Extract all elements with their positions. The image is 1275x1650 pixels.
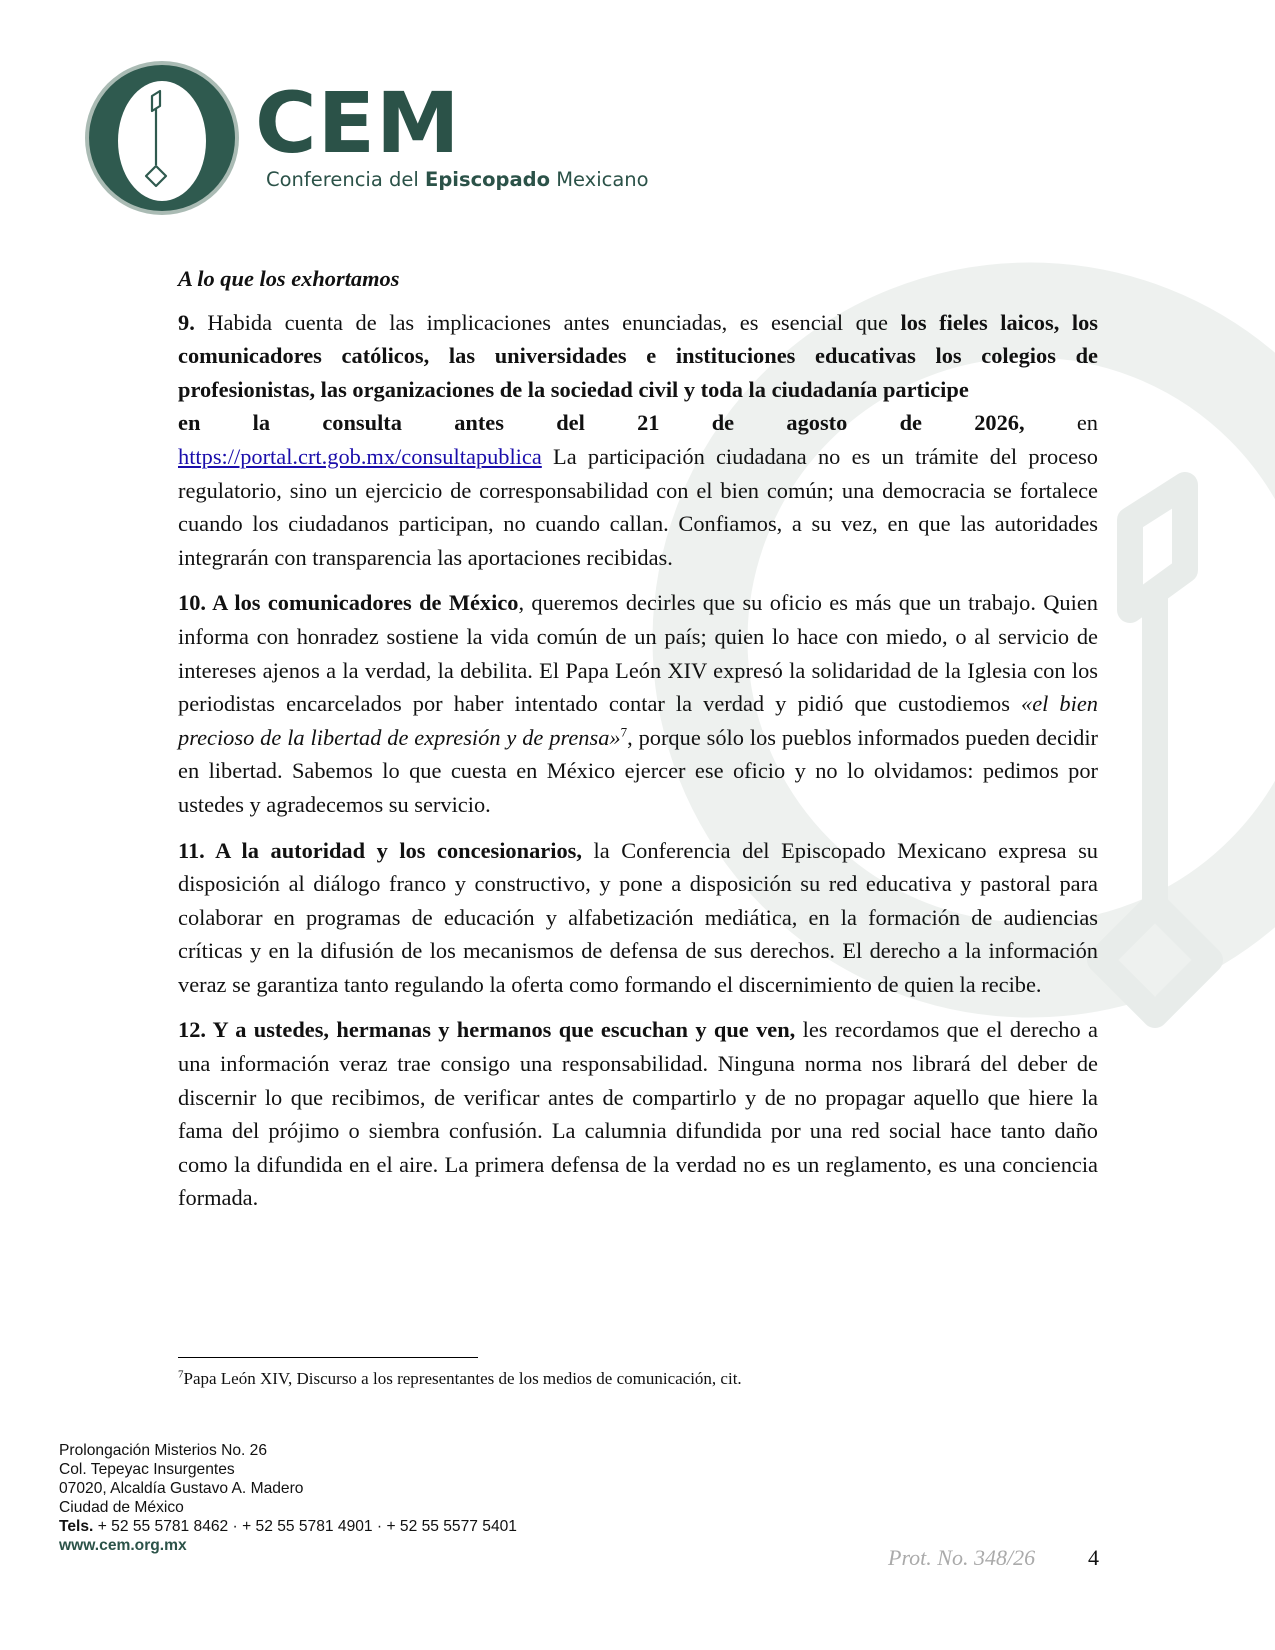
paragraph-11: 11. A la autoridad y los concesionarios, la Conferencia del Episcopado Mexicano expresa su disposición al diálogo franco y constructivo, y pone a disposición su red educativa y pastoral para colaborar en programas de educación y alfabetización mediática, en la formación de audiencias críticas y en la difusión de los mecanismos de defensa de sus derechos. El derecho a la información veraz se garantiza tanto regulando la oferta como formando el discernimiento de quien la recibe. [178,837,1098,997]
footnote: $^7$Papa León XIV, Discurso a los representantes de los medios de comunicación, cit. [178,1368,742,1388]
footer-phones: Tels. + 52 55 5781 8462 · + 52 55 5781 4901 · + 52 55 5577 5401 [59,1518,517,1535]
paragraph-9-continued: en la consulta antes del 21 de agosto de 2026, en https://portal.crt.gob.mx/consultapublica La participación ciudadana no es un trámite del proceso regulatorio, sino un ejercicio de corresponsabilidad con el bien común; una democracia se fortalece cuando los ciudadanos participan, no cuando callan. Confiamos, a su vez, en que las autoridades integrarán con transparencia las aportaciones recibidas. [178,410,1098,570]
cem-seal-icon [80,58,250,218]
document-body [178,262,1098,1227]
protocol-number: Prot. No. 348/26 [888,1545,1036,1570]
paragraph-12: 12. Y a ustedes, hermanas y hermanos que escuchan y que ven, les recordamos que el derecho a una información veraz trae consigo una responsabilidad. Ninguna norma nos librará del deber de discernir lo que recibimos, de verificar antes de compartirlo y de no propagar aquello que hiere la fama del prójimo o siembra confusión. La calumnia difundida por una red social hace tanto daño como la difundida en el aire. La primera defensa de la verdad no es un reglamento, es una conciencia formada. [178,1017,1098,1211]
cem-logo [80,58,649,218]
paragraph-9: 9. Habida cuenta de las implicaciones antes enunciadas, es esencial que los fieles laicos, los comunicadores católicos, las universidades e instituciones educativas los colegios de profesionistas, las organizaciones de la sociedad civil y toda la ciudadanía participe [178,309,1098,402]
footnote-divider [178,1357,478,1358]
page-number: 4 [1088,1545,1099,1570]
logo-subtitle: Conferencia del Episcopado Mexicano [266,168,649,191]
footer-address: Prolongación Misterios No. 26 Col. Tepeyac Insurgentes 07020, Alcaldía Gustavo A. Madero Ciudad de México Tels. + 52 55 5781 8462 · + 52 55 5781 4901 · + 52 55 5577 5401 www.cem.org.mx [59,1442,517,1554]
footnote-ref[interactable]: 7 [620,724,628,740]
logo-title: CEM [255,74,461,172]
footer-website-link[interactable]: www.cem.org.mx [59,1537,187,1554]
section-heading: A lo que los exhortamos [178,266,400,291]
consulta-link[interactable]: https://portal.crt.gob.mx/consultapublica [178,443,542,469]
paragraph-10: 10. A los comunicadores de México, queremos decirles que su oficio es más que un trabajo. Quien informa con honradez sostiene la vida común de un país; quien lo hace con miedo, o al servicio de intereses ajenos a la verdad, la debilita. El Papa León XIV expresó la solidaridad de la Iglesia con los periodistas encarcelados por haber intentado contar la verdad y pidió que custodiemos «el bien precioso de la libertad de expresión y de prensa»$^7$, porque sólo los pueblos informados pueden decidir en libertad. Sabemos lo que cuesta en México ejercer ese oficio y no lo olvidamos: pedimos por ustedes y agradecemos su servicio. [178,590,1099,817]
